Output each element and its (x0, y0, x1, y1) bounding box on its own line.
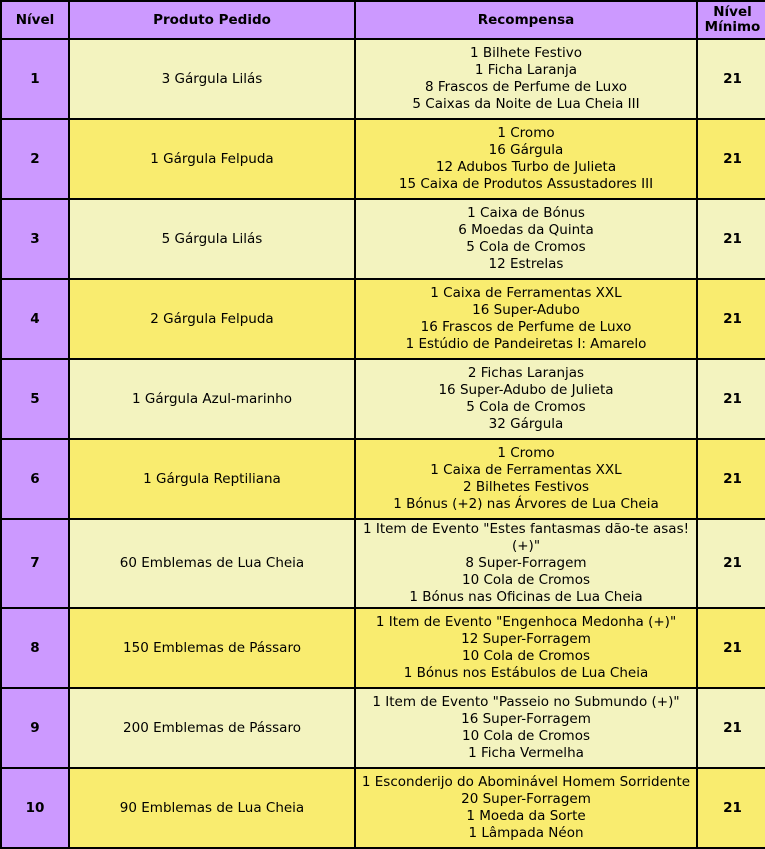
level-cell: 3 (2, 200, 68, 278)
table-row (2, 769, 765, 847)
product-cell: 90 Emblemas de Lua Cheia (70, 769, 354, 847)
reward-line: 16 Super-Adubo (472, 302, 580, 318)
reward-line: 12 Estrelas (488, 256, 564, 272)
header-level: Nível (2, 2, 68, 38)
reward-line: 20 Super-Forragem (461, 791, 591, 807)
reward-line: 8 Frascos de Perfume de Luxo (424, 79, 628, 95)
header-row (2, 2, 765, 38)
table-row (2, 360, 765, 438)
header-min-level-line-2: Mínimo (704, 19, 761, 35)
min-level-cell: 21 (698, 769, 765, 847)
reward-line: 5 Caixas da Noite de Lua Cheia III (412, 96, 640, 112)
table-row (2, 200, 765, 278)
level-cell: 2 (2, 120, 68, 198)
table-row (2, 689, 765, 767)
min-level-cell: 21 (698, 40, 765, 118)
min-level-cell: 21 (698, 520, 765, 607)
table-row (2, 120, 765, 198)
reward-line: 5 Cola de Cromos (466, 399, 586, 415)
reward-cell (356, 40, 696, 118)
reward-line: 1 Cromo (497, 125, 555, 141)
reward-cell (356, 440, 696, 518)
reward-line: 1 Item de Evento "Passeio no Submundo (+)" (372, 694, 680, 710)
table-row (2, 440, 765, 518)
product-cell: 2 Gárgula Felpuda (70, 280, 354, 358)
level-cell: 8 (2, 609, 68, 687)
reward-line: 32 Gárgula (488, 416, 564, 432)
min-level-cell: 21 (698, 609, 765, 687)
reward-line: 1 Estúdio de Pandeiretas I: Amarelo (405, 336, 647, 352)
reward-cell (356, 120, 696, 198)
reward-line: 15 Caixa de Produtos Assustadores III (398, 176, 654, 192)
reward-line: 16 Super-Adubo de Julieta (438, 382, 614, 398)
reward-line: 16 Super-Forragem (461, 711, 591, 727)
reward-line: 8 Super-Forragem (465, 555, 587, 571)
table-row (2, 280, 765, 358)
reward-line: 10 Cola de Cromos (461, 572, 591, 588)
reward-line: 10 Cola de Cromos (461, 728, 591, 744)
reward-cell (356, 360, 696, 438)
level-cell: 1 (2, 40, 68, 118)
reward-line: 1 Bónus nas Oficinas de Lua Cheia (409, 589, 643, 605)
product-cell: 1 Gárgula Felpuda (70, 120, 354, 198)
reward-line: 1 Bónus nos Estábulos de Lua Cheia (403, 665, 649, 681)
reward-line: 1 Item de Evento "Estes fantasmas dão-te asas! (362, 521, 690, 537)
reward-line: 1 Lâmpada Néon (468, 825, 584, 841)
header-min-level-line-1: Nível (713, 4, 752, 20)
reward-line: 1 Ficha Vermelha (468, 745, 584, 761)
product-cell: 60 Emblemas de Lua Cheia (70, 520, 354, 607)
reward-line: 2 Fichas Laranjas (467, 365, 585, 381)
product-cell: 5 Gárgula Lilás (70, 200, 354, 278)
reward-line: 1 Cromo (497, 445, 555, 461)
header-reward: Recompensa (356, 2, 696, 38)
min-level-cell: 21 (698, 120, 765, 198)
table-body (2, 40, 765, 847)
reward-line: 12 Adubos Turbo de Julieta (435, 159, 617, 175)
reward-line: 6 Moedas da Quinta (458, 222, 594, 238)
level-cell: 5 (2, 360, 68, 438)
reward-line: 10 Cola de Cromos (461, 648, 591, 664)
product-cell: 200 Emblemas de Pássaro (70, 689, 354, 767)
reward-line: 1 Caixa de Ferramentas XXL (430, 285, 622, 301)
table-row (2, 520, 765, 607)
table-row (2, 40, 765, 118)
level-cell: 6 (2, 440, 68, 518)
product-cell: 3 Gárgula Lilás (70, 40, 354, 118)
min-level-cell: 21 (698, 689, 765, 767)
reward-line: 1 Item de Evento "Engenhoca Medonha (+)" (375, 614, 677, 630)
reward-line: 16 Gárgula (488, 142, 564, 158)
reward-cell (356, 200, 696, 278)
reward-line: 1 Ficha Laranja (474, 62, 578, 78)
reward-line: 2 Bilhetes Festivos (462, 479, 590, 495)
min-level-cell: 21 (698, 440, 765, 518)
reward-line: 5 Cola de Cromos (466, 239, 586, 255)
min-level-cell: 21 (698, 280, 765, 358)
reward-cell (356, 520, 696, 607)
min-level-cell: 21 (698, 360, 765, 438)
reward-line: 12 Super-Forragem (461, 631, 591, 647)
level-cell: 10 (2, 769, 68, 847)
reward-cell (356, 689, 696, 767)
header-min-level (698, 2, 765, 38)
reward-cell (356, 769, 696, 847)
reward-line: 1 Caixa de Ferramentas XXL (430, 462, 622, 478)
reward-line: 1 Bónus (+2) nas Árvores de Lua Cheia (393, 496, 659, 512)
level-cell: 4 (2, 280, 68, 358)
product-cell: 150 Emblemas de Pássaro (70, 609, 354, 687)
product-cell: 1 Gárgula Reptiliana (70, 440, 354, 518)
header-product: Produto Pedido (70, 2, 354, 38)
reward-cell (356, 280, 696, 358)
reward-cell (356, 609, 696, 687)
min-level-cell: 21 (698, 200, 765, 278)
level-cell: 9 (2, 689, 68, 767)
reward-line: 16 Frascos de Perfume de Luxo (420, 319, 632, 335)
reward-line: (+)" (511, 538, 541, 554)
reward-line: 1 Moeda da Sorte (466, 808, 586, 824)
reward-line: 1 Esconderijo do Abominável Homem Sorridente (361, 774, 691, 790)
product-cell: 1 Gárgula Azul-marinho (70, 360, 354, 438)
level-cell: 7 (2, 520, 68, 607)
reward-line: 1 Caixa de Bónus (467, 205, 585, 221)
table-row (2, 609, 765, 687)
reward-line: 1 Bilhete Festivo (469, 45, 583, 61)
